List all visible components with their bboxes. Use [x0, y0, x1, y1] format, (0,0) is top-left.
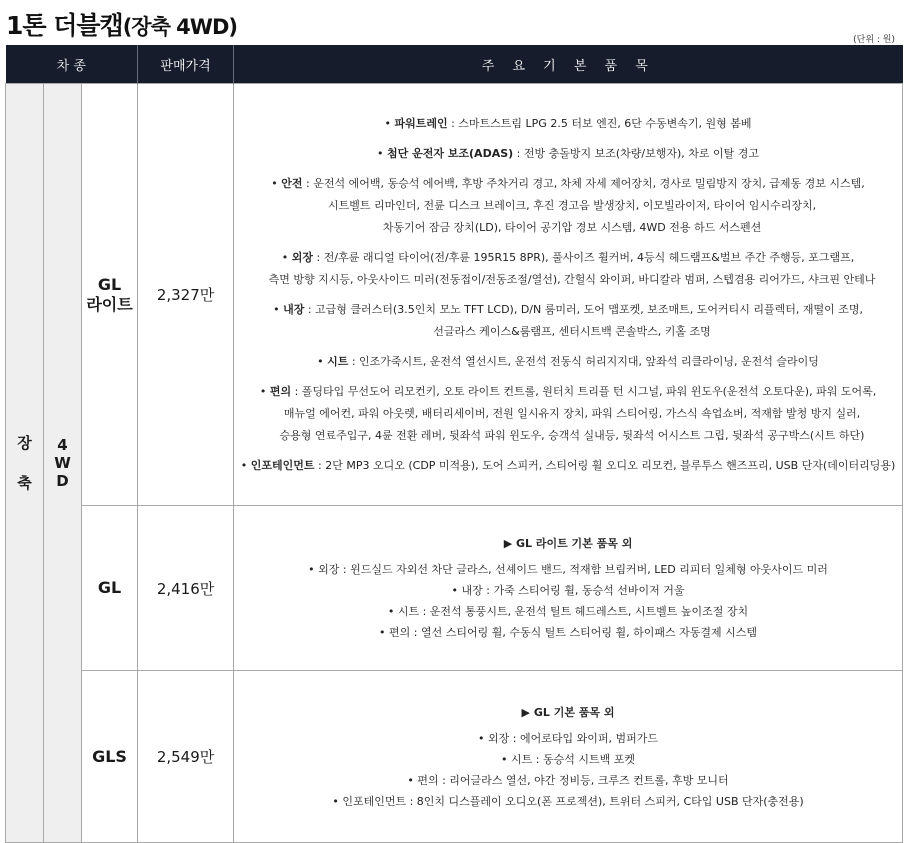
feature-list — [234, 533, 902, 643]
feature-item — [234, 580, 902, 601]
feature-label: 시트 — [397, 605, 420, 618]
feature-item — [234, 455, 902, 477]
header-price: 판매가격 — [138, 45, 234, 84]
unit-label: (단위 : 원) — [853, 35, 895, 45]
feature-item — [234, 622, 902, 643]
feature-item — [234, 749, 902, 770]
feature-label: 인포테인먼트 — [342, 794, 407, 808]
feature-item — [234, 728, 902, 749]
feature-item — [234, 247, 902, 291]
feature-item — [234, 381, 902, 447]
model-name: GL 라이트 — [86, 274, 133, 314]
features-cell — [234, 84, 903, 506]
feature-line: • 시트 : 동승석 시트백 포켓 — [501, 752, 635, 766]
feature-line: • 첨단 운전자 보조(ADAS) : 전방 충돌방지 보조(차량/보행자), 차로 이탈 경고 — [376, 146, 760, 160]
feature-continuation: 차동기어 잠금 장치(LD), 타이어 공기압 경보 시스템, 4WD 전용 하드 서스펜션 — [382, 220, 762, 234]
feature-line: • 편의 : 열선 스티어링 휠, 수동식 틸트 스티어링 휠, 하이패스 자동결제 시스템 — [379, 626, 757, 639]
feature-line: • 파워트레인 : 스마트스트림 LPG 2.5 터보 엔진, 6단 수동변속기, 원형 봄베 — [384, 116, 752, 130]
feature-list — [234, 702, 902, 812]
drive-text: 4 W D — [54, 436, 71, 490]
feature-line: • 편의 : 폴딩타입 무선도어 리모컨키, 오토 라이트 컨트롤, 원터치 트리플 턴 시그널, 파워 윈도우(운전석 오토다운), 파워 도어록, — [259, 384, 877, 398]
title-paren: (장축 4WD) — [122, 15, 237, 39]
table-header-row — [6, 45, 903, 84]
title-main: 1톤 더블캡 — [6, 11, 123, 40]
body-type-text: 장 축 — [17, 434, 32, 492]
drive-cell — [44, 84, 82, 843]
feature-item — [234, 791, 902, 812]
model-name: GL — [97, 578, 122, 597]
header-type: 차 종 — [6, 45, 138, 84]
price-cell: 2,327만 — [138, 84, 234, 506]
section-heading: ▶ GL 라이트 기본 품목 외 — [503, 537, 633, 550]
feature-item — [234, 173, 902, 239]
feature-label: 시트 — [327, 354, 349, 368]
feature-label: 내장 — [461, 584, 483, 597]
feature-label: 편의 — [389, 626, 411, 639]
feature-list — [234, 113, 902, 477]
feature-line: • 내장 : 고급형 클러스터(3.5인치 모노 TFT LCD), D/N 룸미러, 도어 맵포켓, 보조매트, 도어커티시 리플렉터, 재떨이 조명, — [273, 302, 863, 316]
feature-label: 외장 — [318, 563, 340, 576]
feature-label: 내장 — [283, 302, 305, 316]
feature-line: • 안전 : 운전석 에어백, 동승석 에어백, 후방 주차거리 경고, 차체 자세 제어장치, 경사로 밀림방지 장치, 급제동 경보 시스템, — [271, 176, 865, 190]
feature-item — [234, 770, 902, 791]
price-table — [5, 45, 903, 843]
feature-label: 안전 — [281, 176, 303, 190]
features-cell — [234, 506, 903, 671]
feature-label: 파워트레인 — [394, 116, 448, 130]
table-row — [6, 671, 903, 843]
model-cell — [82, 671, 138, 843]
feature-line: • 인포테인먼트 : 2단 MP3 오디오 (CDP 미적용), 도어 스피커, 스티어링 휠 오디오 리모컨, 블루투스 핸즈프리, USB 단자(데이터리딩용) — [240, 458, 896, 472]
feature-item — [234, 299, 902, 343]
model-name: GLS — [92, 746, 127, 766]
feature-continuation: 시트벨트 리마인더, 전륜 디스크 브레이크, 후진 경고음 발생장치, 이모빌라이저, 타이어 임시수리장치, — [327, 198, 817, 212]
feature-line: • 편의 : 리어글라스 열선, 야간 정비등, 크루즈 컨트롤, 후방 모니터 — [407, 773, 729, 787]
feature-item — [234, 351, 902, 373]
model-cell — [82, 506, 138, 671]
feature-line: • 시트 : 운전석 통풍시트, 운전석 틸트 헤드레스트, 시트벨트 높이조절 장치 — [387, 605, 749, 618]
feature-label: 시트 — [511, 752, 533, 766]
feature-line: • 시트 : 인조가죽시트, 운전석 열선시트, 운전석 전동식 허리지지대, 앞좌석 리클라이닝, 운전석 슬라이딩 — [317, 354, 819, 368]
feature-label: 인포테인먼트 — [250, 458, 315, 472]
feature-line: • 외장 : 윈드실드 자외선 차단 글라스, 선셰이드 밴드, 적재함 브림커버, LED 리피터 일체형 아웃사이드 미러 — [308, 563, 828, 576]
price-cell: 2,549만 — [138, 671, 234, 843]
feature-label: 편의 — [417, 773, 439, 787]
feature-item — [234, 601, 902, 622]
feature-label: 외장 — [291, 250, 314, 264]
feature-continuation: 승용형 연료주입구, 4륜 전환 레버, 뒷좌석 파워 윈도우, 승객석 실내등, 뒷좌석 어시스트 그립, 뒷좌석 공구박스(시트 하단) — [279, 428, 865, 442]
feature-line: • 내장 : 가죽 스티어링 휠, 동승석 선바이저 거울 — [451, 584, 685, 597]
feature-item — [234, 559, 902, 580]
feature-item — [234, 143, 902, 165]
feature-label: 편의 — [269, 384, 292, 398]
feature-line: • 외장 : 전/후륜 래디얼 타이어(전/후륜 195R15 8PR), 풀사이즈 휠커버, 4등식 헤드램프&벌브 주간 주행등, 포그램프, — [281, 250, 855, 264]
header-features: 주 요 기 본 품 목 — [234, 45, 903, 84]
section-heading: ▶ GL 기본 품목 외 — [521, 705, 615, 719]
feature-label: 외장 — [488, 731, 510, 745]
features-cell — [234, 671, 903, 843]
feature-continuation: 선글라스 케이스&룸램프, 센터시트백 콘솔박스, 키홀 조명 — [433, 324, 711, 338]
feature-label: 첨단 운전자 보조(ADAS) — [386, 146, 514, 160]
body-type-cell — [6, 84, 44, 843]
table-row — [6, 84, 903, 506]
table-row — [6, 506, 903, 671]
feature-item — [234, 113, 902, 135]
price-cell: 2,416만 — [138, 506, 234, 671]
feature-continuation: 매뉴얼 에어컨, 파워 아웃렛, 배터리세이버, 전원 일시유지 장치, 파워 스티어링, 가스식 쇽업쇼버, 적재함 발청 방지 실러, — [283, 406, 861, 420]
model-cell — [82, 84, 138, 506]
feature-continuation: 측면 방향 지시등, 아웃사이드 미러(전동접이/전동조절/열선), 간헐식 와이퍼, 바디칼라 범퍼, 스텝겸용 리어가드, 샤크핀 안테나 — [268, 272, 876, 286]
page-title — [6, 6, 237, 42]
feature-line: • 외장 : 에어로타입 와이퍼, 범퍼가드 — [478, 731, 658, 745]
feature-line: • 인포테인먼트 : 8인치 디스플레이 오디오(폰 프로젝션), 트위터 스피커, C타입 USB 단자(충전용) — [332, 794, 804, 808]
